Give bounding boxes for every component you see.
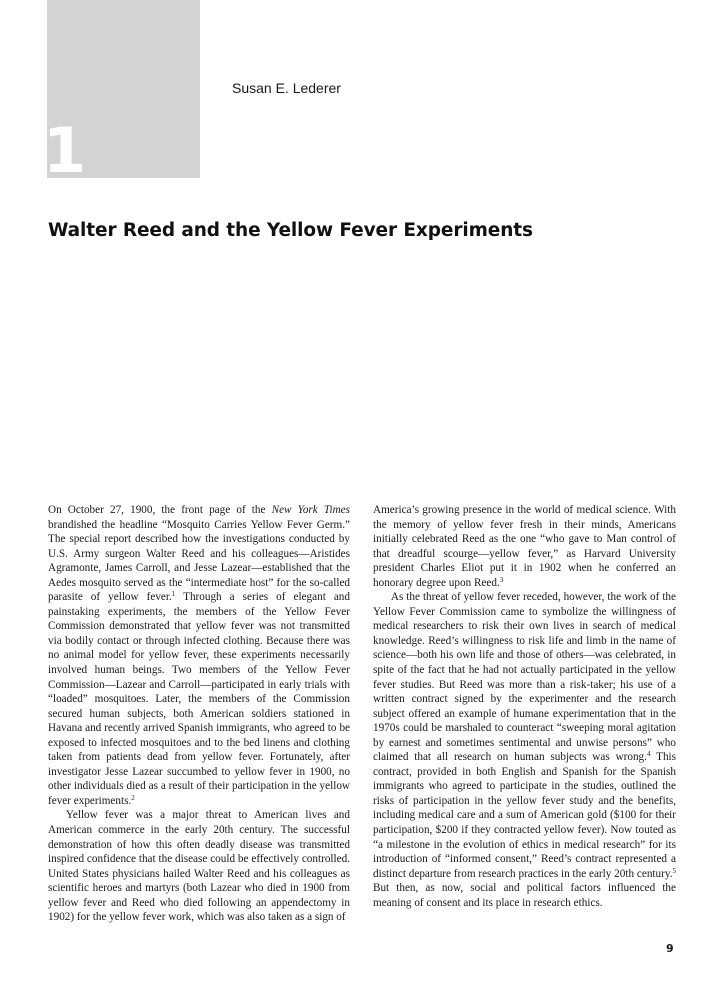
chapter-number: 1 [43, 114, 87, 187]
body-column-left [48, 503, 350, 925]
paragraph: On October 27, 1900, the front page of the New York Times brandished the headline “Mosquito Carries Yellow Fever Germ.” The special report described how the investigations conducted by U.S. Army surgeon Walter Reed and his colleagues—Aristides Agramonte, James Carroll, and Jesse Lazear—established that the Aedes mosquito served as the “intermediate host” for the so-called parasite of yellow fever.$^1$ Through a series of elegant and painstaking experiments, the members of the Yellow Fever Commission demonstrated that yellow fever was not transmitted via bodily contact or through infected clothing. Because there was no animal model for yellow fever, these experiments necessarily involved human beings. Two members of the Yellow Fever Commission—Lazear and Carroll—participated in early trials with “loaded” mosquitoes. Later, the members of the Commission secured human subjects, both American soldiers stationed in Havana and recently arrived Spanish immigrants, who agreed to be exposed to infected mosquitoes and to the bed linens and clothing taken from patients dead from yellow fever. Fortunately, after investigator Jesse Lazear succumbed to yellow fever in 1900, no other individuals died as a result of their participation in the yellow fever experiments.$^2$ [48, 504, 350, 807]
chapter-author: Susan E. Lederer [232, 80, 341, 96]
chapter-title: Walter Reed and the Yellow Fever Experiments [48, 220, 533, 241]
footnote-ref[interactable]: 1 [171, 590, 176, 599]
footnote-ref[interactable]: 3 [499, 575, 504, 584]
publication-title: New York Times [271, 504, 350, 516]
footnote-ref[interactable]: 4 [646, 750, 651, 759]
paragraph: As the threat of yellow fever receded, however, the work of the Yellow Fever Commission came to symbolize the willingness of medical researchers to risk their own lives in search of medical knowledge. Reed’s willingness to risk life and limb in the name of science—both his own life and those of others—was celebrated, in spite of the fact that he had not actually participated in the yellow fever studies. But Reed was more than a risk-taker; his use of a written contract signed by the experimenter and the research subject offered an example of humane experimentation that in the 1970s could be marshaled to counteract “sweeping moral agitation by earnest and sometimes sentimental and unwise persons” who claimed that all research on human subjects was wrong.$^4$ This contract, provided in both English and Spanish for the Spanish immigrants who agreed to participate in the studies, outlined the risks of participation in the yellow fever study and the benefits, including medical care and a sum of American gold ($100 for their participation, $200 if they contracted yellow fever). Now touted as “a milestone in the evolution of ethics in medical research” for its introduction of “informed consent,” Reed’s contract represented a distinct departure from research practices in the early 20th century.$^5$ But then, as now, social and political factors influenced the meaning of consent and its place in research ethics. [373, 591, 676, 909]
body-column-right [373, 503, 676, 910]
footnote-ref[interactable]: 2 [131, 793, 135, 802]
page-number: 9 [666, 942, 674, 955]
paragraph: America’s growing presence in the world of medical science. With the memory of yellow fever fresh in their minds, Americans initially celebrated Reed as the one “who gave to Man control of that dreadful scourge—yellow fever,” as Harvard University president Charles Eliot put it in 1902 when he conferred an honorary degree upon Reed.$^3$ [373, 504, 676, 589]
chapter-number-block [43, 0, 200, 187]
footnote-ref[interactable]: 5 [672, 866, 676, 875]
paragraph: Yellow fever was a major threat to American lives and American commerce in the early 20th century. The successful demonstration of how this often deadly disease was transmitted inspired confidence that the disease could be effectively controlled. United States physicians hailed Walter Reed and his colleagues as scientific heroes and martyrs (both Lazear who died in 1900 from yellow fever and Reed who died following an appendectomy in 1902) for the yellow fever work, which was also taken as a sign of [48, 809, 350, 924]
